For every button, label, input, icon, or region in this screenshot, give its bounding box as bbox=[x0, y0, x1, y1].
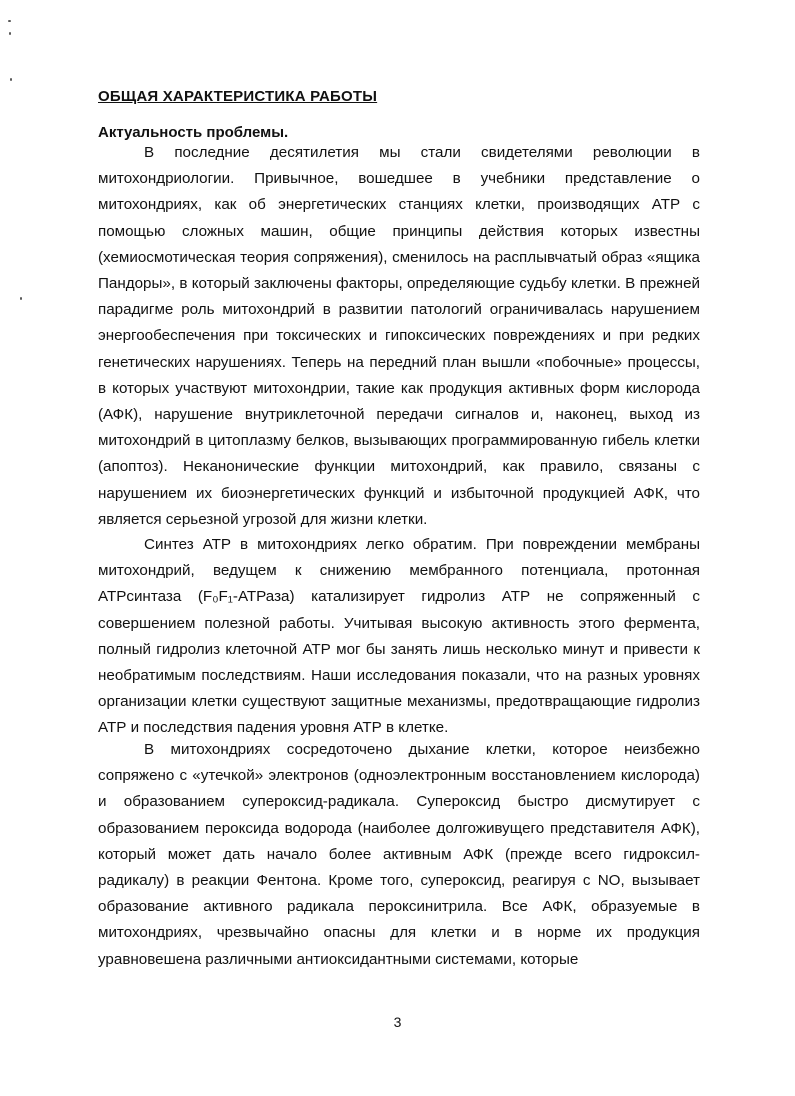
page-number: 3 bbox=[393, 1014, 402, 1030]
body-paragraph-2 bbox=[98, 532, 700, 742]
body-paragraph-1 bbox=[98, 140, 700, 533]
scan-speck bbox=[10, 78, 12, 81]
paragraph-text: Синтез АТР в митохондриях легко обратим. При повреждении мембраны митохондрий, ведущем к снижению мембранного потенциала, протонная АТРсинтаза (F₀F₁-АТРаза) катализирует гидролиз АТР не сопряженный с совершением полезной работы. Учитывая высокую активность этого фермента, полный гидролиз клеточной АТР мог бы занять лишь несколько минут и привести к необратимым последствиям. Наши исследования показали, что на разных уровнях организации клетки существуют защитные механизмы, предотвращающие гидролиз АТР и последствия падения уровня АТР в клетке. bbox=[98, 536, 700, 737]
paragraph-text: В митохондриях сосредоточено дыхание клетки, которое неизбежно сопряжено с «утечкой» электронов (одноэлектронным восстановлением кислорода) и образованием супероксид-радикала. Супероксид быстро дисмутирует с образованием пероксида водорода (наиболее долгоживущего представителя АФК), который может дать начало более активным АФК (прежде всего гидроксил-радикалу) в реакции Фентона. Кроме того, супероксид, реагируя с NO, вызывает образование активного радикала пероксинитрила. Все АФК, образуемые в митохондриях, чрезвычайно опасны для клетки и в норме их продукция уравновешена различными антиоксидантными системами, которые bbox=[98, 741, 700, 968]
subsection-heading: Актуальность проблемы. bbox=[98, 124, 289, 141]
paragraph-text: В последние десятилетия мы стали свидетелями революции в митохондриологии. Привычное, вошедшее в учебники представление о митохондриях, как об энергетических станциях клетки, производящих АТР с помощью сложных машин, общие принципы действия которых известны (хемиосмотическая теория сопряжения), сменилось на расплывчатый образ «ящика Пандоры», в который заключены факторы, определяющие судьбу клетки. В прежней парадигме роль митохондрий в развитии патологий ограничивалась нарушением энергообеспечения при токсических и гипоксических повреждениях и при редких генетических нарушениях. Теперь на передний план вышли «побочные» процессы, в которых участвуют митохондрии, такие как продукция активных форм кислорода (АФК), нарушение внутриклеточной передачи сигналов и, наконец, выход из митохондрий в цитоплазму белков, вызывающих программированную гибель клетки (апоптоз). Неканонические функции митохондрий, как правило, связаны с нарушением их биоэнергетических функций и избыточной продукцией АФК, что является серьезной угрозой для жизни клетки. bbox=[98, 144, 700, 528]
scan-speck bbox=[9, 32, 11, 35]
section-heading: ОБЩАЯ ХАРАКТЕРИСТИКА РАБОТЫ bbox=[98, 88, 378, 105]
body-paragraph-3 bbox=[98, 737, 700, 973]
scan-speck bbox=[8, 20, 11, 22]
scan-speck bbox=[20, 297, 22, 300]
